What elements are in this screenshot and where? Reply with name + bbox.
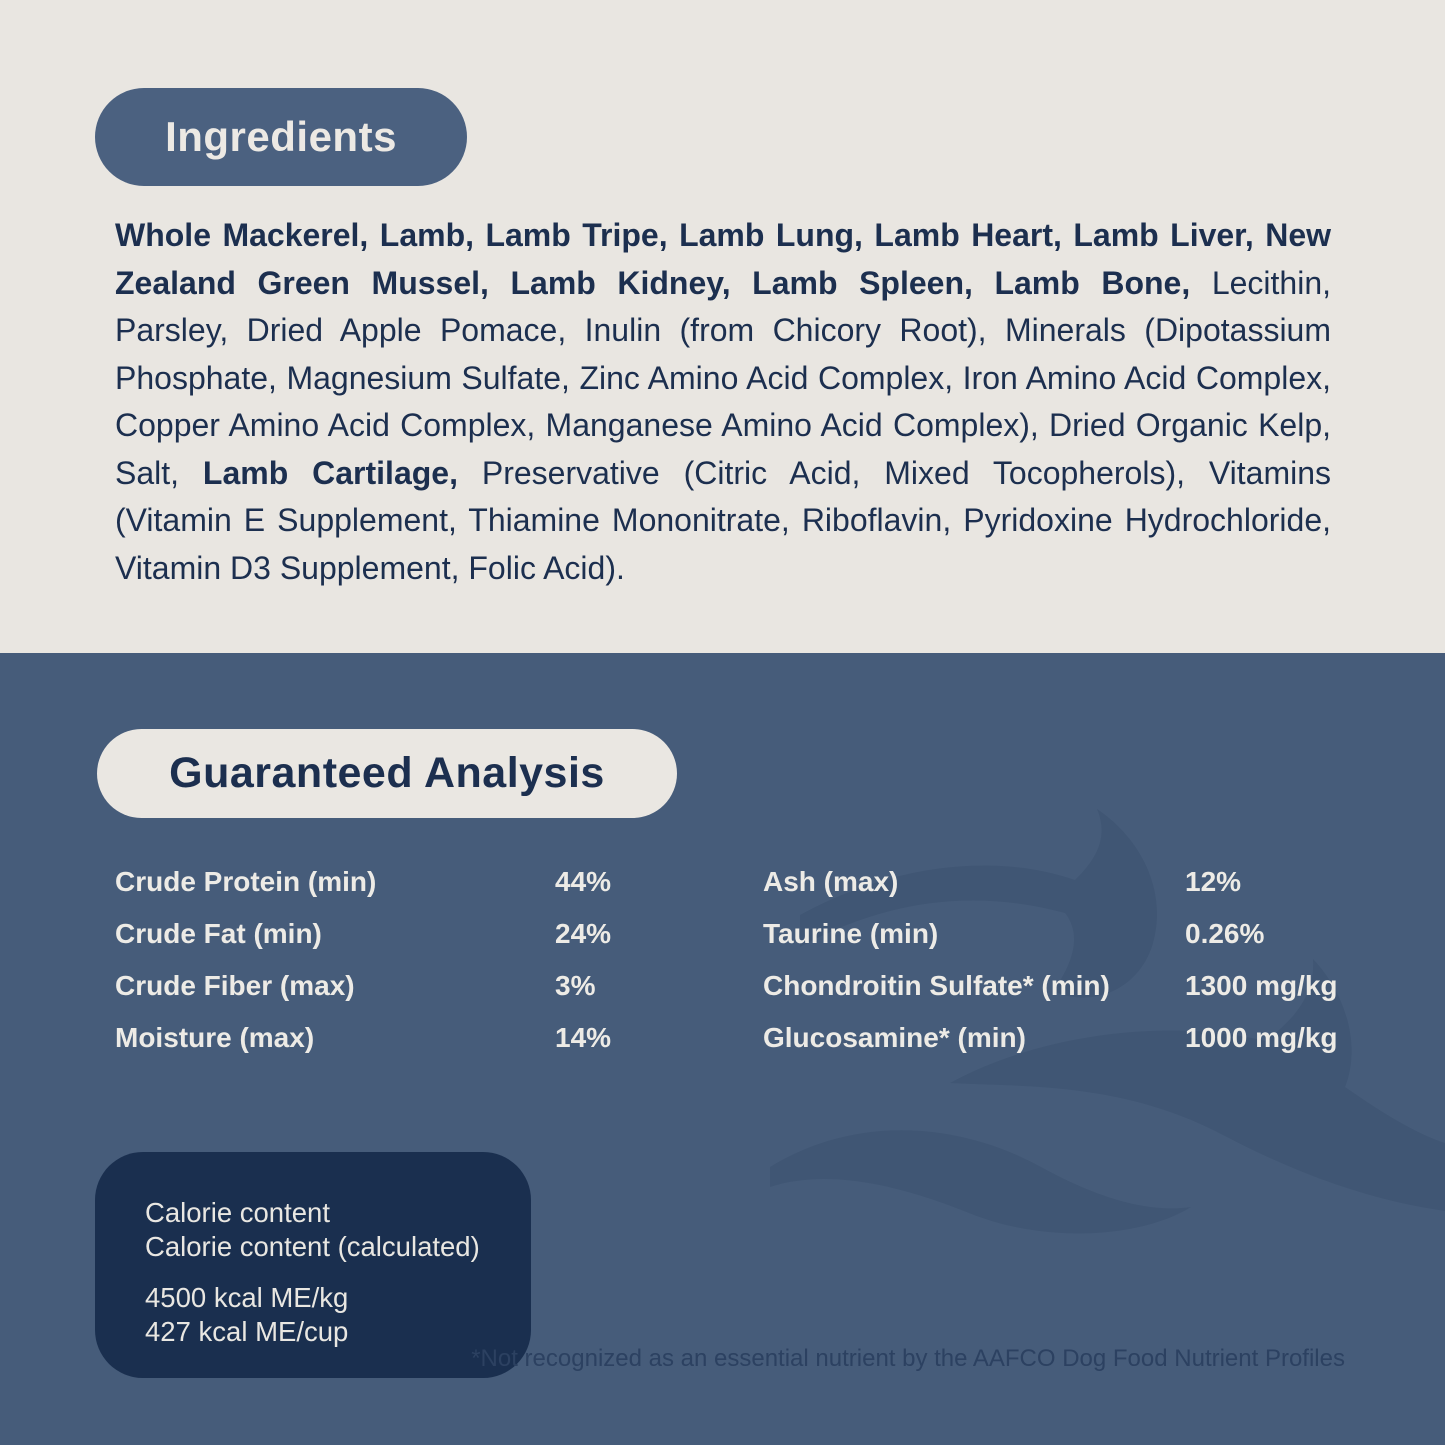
nutrient-label: Moisture (max) [115, 1022, 315, 1053]
analysis-row [763, 908, 1363, 960]
aafco-footnote: *Not recognized as an essential nutrient by the AAFCO Dog Food Nutrient Profiles [471, 1345, 1345, 1372]
analysis-table-right [763, 856, 1363, 1064]
nutrient-label: Ash (max) [763, 866, 899, 897]
ingredients-regular-2: Preservative (Citric Acid, Mixed Tocopherols), Vitamins (Vitamin E Supplement, Thiamine Mononitrate, Riboflavin, Pyridoxine Hydrochloride, Vitamin D3 Supplement, Folic Acid). [115, 454, 1332, 586]
analysis-table-left [115, 856, 715, 1064]
calorie-line-3: 4500 kcal ME/kg [145, 1282, 349, 1313]
nutrient-label: Crude Fiber (max) [115, 970, 355, 1001]
nutrient-value: 1300 mg/kg [1185, 970, 1338, 1001]
analysis-title: Guaranteed Analysis [169, 749, 605, 797]
analysis-row [763, 856, 1363, 908]
wave-ribbon-bottom [770, 1130, 1191, 1233]
calorie-line-4: 427 kcal ME/cup [145, 1316, 349, 1347]
guaranteed-analysis-section [0, 653, 1445, 1445]
calorie-line-2: Calorie content (calculated) [145, 1231, 480, 1262]
nutrient-label: Crude Protein (min) [115, 866, 377, 897]
ingredients-title-pill [95, 88, 467, 186]
ingredients-text [115, 212, 1331, 592]
ingredients-bold-mid: Lamb Cartilage, [202, 454, 458, 491]
analysis-row [115, 856, 715, 908]
nutrient-value: 12% [1185, 866, 1242, 897]
analysis-row [763, 960, 1363, 1012]
calorie-line-1: Calorie content [145, 1197, 330, 1228]
ingredients-title: Ingredients [165, 113, 397, 160]
nutrient-value: 1000 mg/kg [1185, 1022, 1338, 1053]
nutrient-label: Chondroitin Sulfate* (min) [763, 970, 1110, 1001]
nutrient-label: Crude Fat (min) [115, 918, 322, 949]
ingredients-section [0, 0, 1445, 653]
nutrient-label: Glucosamine* (min) [763, 1022, 1026, 1053]
analysis-row [115, 960, 715, 1012]
nutrient-value: 24% [555, 918, 612, 949]
nutrient-value: 0.26% [1185, 918, 1265, 949]
analysis-row [763, 1012, 1363, 1064]
analysis-row [115, 908, 715, 960]
ingredients-regular-1: Lecithin, Parsley, Dried Apple Pomace, Inulin (from Chicory Root), Minerals (Dipotassium Phosphate, Magnesium Sulfate, Zinc Amino Acid Complex, Iron Amino Acid Complex, Copper Amino Acid Complex, Manganese Amino Acid Complex), Dried Organic Kelp, Salt, [115, 264, 1332, 491]
analysis-title-pill [97, 729, 677, 818]
analysis-row [115, 1012, 715, 1064]
nutrient-value: 44% [555, 866, 612, 897]
nutrient-value: 3% [555, 970, 596, 1001]
ingredients-bold-lead: Whole Mackerel, Lamb, Lamb Tripe, Lamb Lung, Lamb Heart, Lamb Liver, New Zealand Green Mussel, Lamb Kidney, Lamb Spleen, Lamb Bone, [115, 217, 1331, 301]
nutrient-label: Taurine (min) [763, 918, 939, 949]
nutrient-value: 14% [555, 1022, 612, 1053]
